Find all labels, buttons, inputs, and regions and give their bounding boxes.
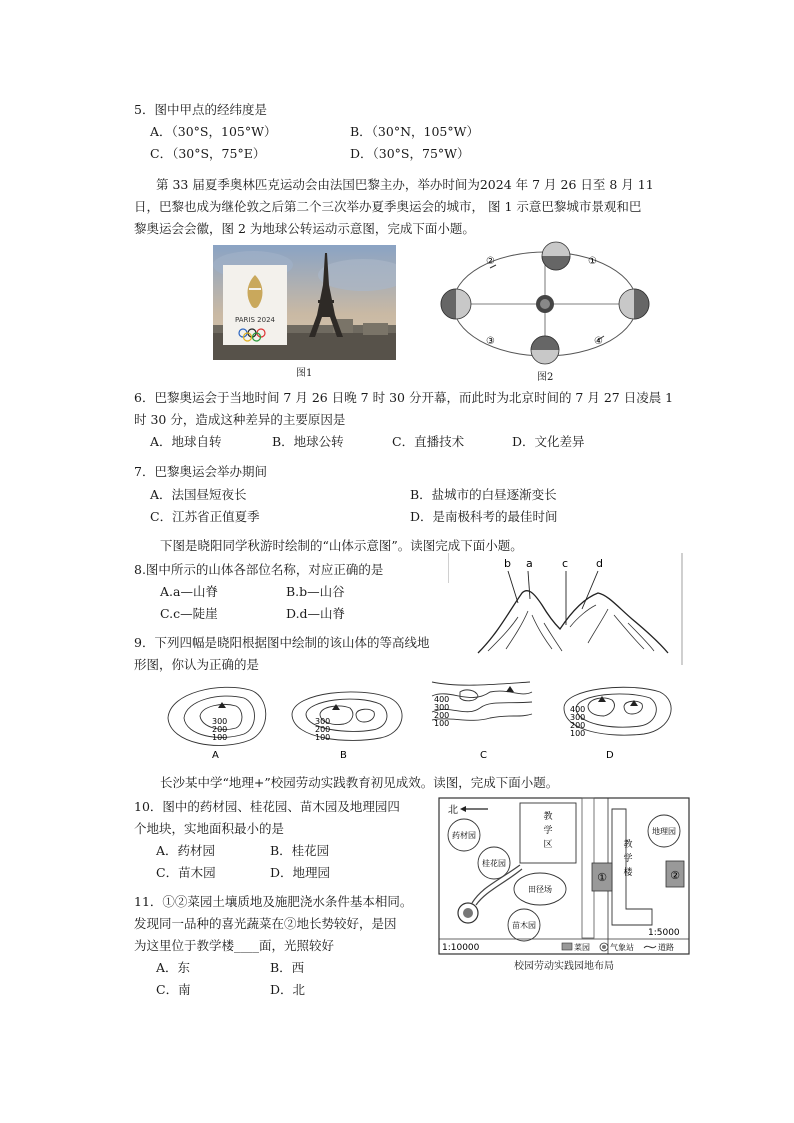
mountain-sketch <box>448 553 683 668</box>
q11-option-b: B．西 <box>270 960 305 975</box>
paris-photo-illustration <box>213 245 396 360</box>
teaching-area-label-1: 教 <box>543 812 553 822</box>
q11-stem-line1: 11．①②菜园土壤质地及施肥浇水条件基本相同。 <box>134 894 413 909</box>
orbit-svg <box>438 238 653 370</box>
teaching-building-label-1: 教 <box>623 840 633 850</box>
contour-d-300: 300 <box>570 713 586 722</box>
track-field-label: 田径场 <box>528 885 552 894</box>
legend-station: 气象站 <box>610 943 634 952</box>
plot-1-label: ① <box>597 871 607 884</box>
q6-stem-line1: 6．巴黎奥运会于当地时间 7 月 26 日晚 7 时 30 分开幕，而此时为北京时间的 7 月 27 日凌晨 1 <box>134 390 674 405</box>
scale-left: 1:10000 <box>442 943 480 953</box>
mountain-label-b: b <box>504 557 511 570</box>
passage1-line2: 日，巴黎也成为继伦敦之后第二个三次举办夏季奥运会的城市， 图 1 示意巴黎城市景观和巴 <box>134 199 642 214</box>
contour-maps <box>160 678 690 768</box>
q6-stem-line2: 时 30 分，造成这种差异的主要原因是 <box>134 412 346 427</box>
contour-b-300: 300 <box>315 717 331 726</box>
q8-option-b: B.b—山谷 <box>286 584 345 599</box>
contour-d-200: 200 <box>570 721 586 730</box>
q10-option-c: C．苗木园 <box>156 865 216 880</box>
figure2-orbit-diagram <box>438 238 653 370</box>
contour-svg <box>160 678 690 768</box>
contour-c-400: 400 <box>434 695 450 704</box>
osmanthus-garden-label: 桂花园 <box>482 859 506 868</box>
contour-d-100: 100 <box>570 729 586 738</box>
campus-map-caption: 校园劳动实践园地布局 <box>514 961 614 972</box>
mountain-svg <box>448 553 683 668</box>
contour-c-200: 200 <box>434 711 450 720</box>
q8-option-a: A.a—山脊 <box>160 584 218 599</box>
orbit-label-4: ④ <box>594 336 603 347</box>
legend-road: 道路 <box>658 943 674 952</box>
contour-a-300: 300 <box>212 717 228 726</box>
herb-garden-label: 药材园 <box>452 831 476 840</box>
contour-d-letter: D <box>606 750 614 761</box>
mountain-label-a: a <box>526 557 533 570</box>
passage2: 下图是晓阳同学秋游时绘制的“山体示意图”。读图完成下面小题。 <box>160 538 523 553</box>
mountain-label-d: d <box>596 557 603 570</box>
q6-option-a: A．地球自转 <box>150 434 222 449</box>
contour-a-letter: A <box>212 750 219 761</box>
contour-map-b <box>292 692 402 741</box>
q7-stem: 7．巴黎奥运会举办期间 <box>134 464 267 479</box>
q7-option-a: A．法国昼短夜长 <box>150 487 247 502</box>
q5-option-c: C．（30°S，75°E） <box>150 146 266 161</box>
passage3: 长沙某中学“地理+”校园劳动实践教育初见成效。读图，完成下面小题。 <box>160 775 559 790</box>
contour-a-200: 200 <box>212 725 228 734</box>
q10-stem-line2: 个地块，实地面积最小的是 <box>134 821 285 836</box>
q10-stem-line1: 10．图中的药材园、桂花园、苗木园及地理园四 <box>134 799 400 814</box>
q6-option-b: B．地球公转 <box>272 434 344 449</box>
orbit-label-1: ① <box>588 256 597 267</box>
mountain-label-c: c <box>562 557 569 570</box>
q7-option-c: C．江苏省正值夏季 <box>150 509 260 524</box>
q7-option-d: D．是南极科考的最佳时间 <box>410 509 558 524</box>
q5-option-a: A．（30°S，105°W） <box>150 124 277 139</box>
figure1-paris-photo <box>213 245 396 360</box>
teaching-building-label-3: 楼 <box>623 868 633 878</box>
q7-option-b: B．盐城市的白昼逐渐变长 <box>410 487 557 502</box>
figure1-caption: 图1 <box>296 368 313 379</box>
orbit-label-3: ③ <box>486 336 495 347</box>
orbit-label-1-pos2: ② <box>486 256 495 267</box>
nursery-label: 苗木园 <box>512 921 536 930</box>
logo-text: PARIS 2024 <box>235 316 275 324</box>
figure2-caption: 图2 <box>537 372 554 383</box>
scale-right: 1:5000 <box>648 928 680 938</box>
contour-c-300: 300 <box>434 703 450 712</box>
contour-b-letter: B <box>340 750 347 761</box>
contour-c-100: 100 <box>434 719 450 728</box>
contour-b-200: 200 <box>315 725 331 734</box>
q5-option-d: D．（30°S，75°W） <box>350 146 470 161</box>
campus-map <box>438 797 690 955</box>
contour-b-100: 100 <box>315 733 331 742</box>
q11-option-d: D．北 <box>270 982 306 997</box>
q11-option-a: A．东 <box>156 960 191 975</box>
q6-option-c: C．直播技术 <box>392 434 465 449</box>
q11-stem-line2: 发现同一品种的喜光蔬菜在②地长势较好，是因 <box>134 916 397 931</box>
campus-map-svg <box>438 797 690 955</box>
plot-2-label: ② <box>670 869 680 882</box>
q9-stem-line1: 9．下列四幅是晓阳根据图中绘制的该山体的等高线地 <box>134 635 430 650</box>
north-label: 北 <box>448 805 458 816</box>
geography-garden-label: 地理园 <box>652 827 676 836</box>
teaching-area-label-2: 学 <box>543 826 553 836</box>
contour-c-letter: C <box>480 750 487 761</box>
contour-a-100: 100 <box>212 733 228 742</box>
q5-option-b: B．（30°N，105°W） <box>350 124 479 139</box>
q11-option-c: C．南 <box>156 982 191 997</box>
q8-stem: 8.图中所示的山体各部位名称，对应正确的是 <box>134 562 384 577</box>
q5-stem: 5．图中甲点的经纬度是 <box>134 102 267 117</box>
q9-stem-line2: 形图，你认为正确的是 <box>134 657 260 672</box>
legend-garden: 菜园 <box>574 943 590 952</box>
q11-stem-line3: 为这里位于教学楼____面，光照较好 <box>134 938 335 953</box>
q8-option-d: D.d—山脊 <box>286 606 346 621</box>
q10-option-d: D．地理园 <box>270 865 331 880</box>
q10-option-a: A．药材园 <box>156 843 216 858</box>
passage1-line3: 黎奥运会会徽，图 2 为地球公转运动示意图，完成下面小题。 <box>134 221 475 236</box>
passage1-line1: 第 33 届夏季奥林匹克运动会由法国巴黎主办，举办时间为2024 年 7 月 26 日至 8 月 11 <box>156 177 654 192</box>
q8-option-c: C.c—陡崖 <box>160 606 218 621</box>
q10-option-b: B．桂花园 <box>270 843 330 858</box>
contour-d-400: 400 <box>570 705 586 714</box>
q6-option-d: D．文化差异 <box>512 434 585 449</box>
teaching-area-label-3: 区 <box>543 840 553 850</box>
teaching-building-label-2: 学 <box>623 854 633 864</box>
